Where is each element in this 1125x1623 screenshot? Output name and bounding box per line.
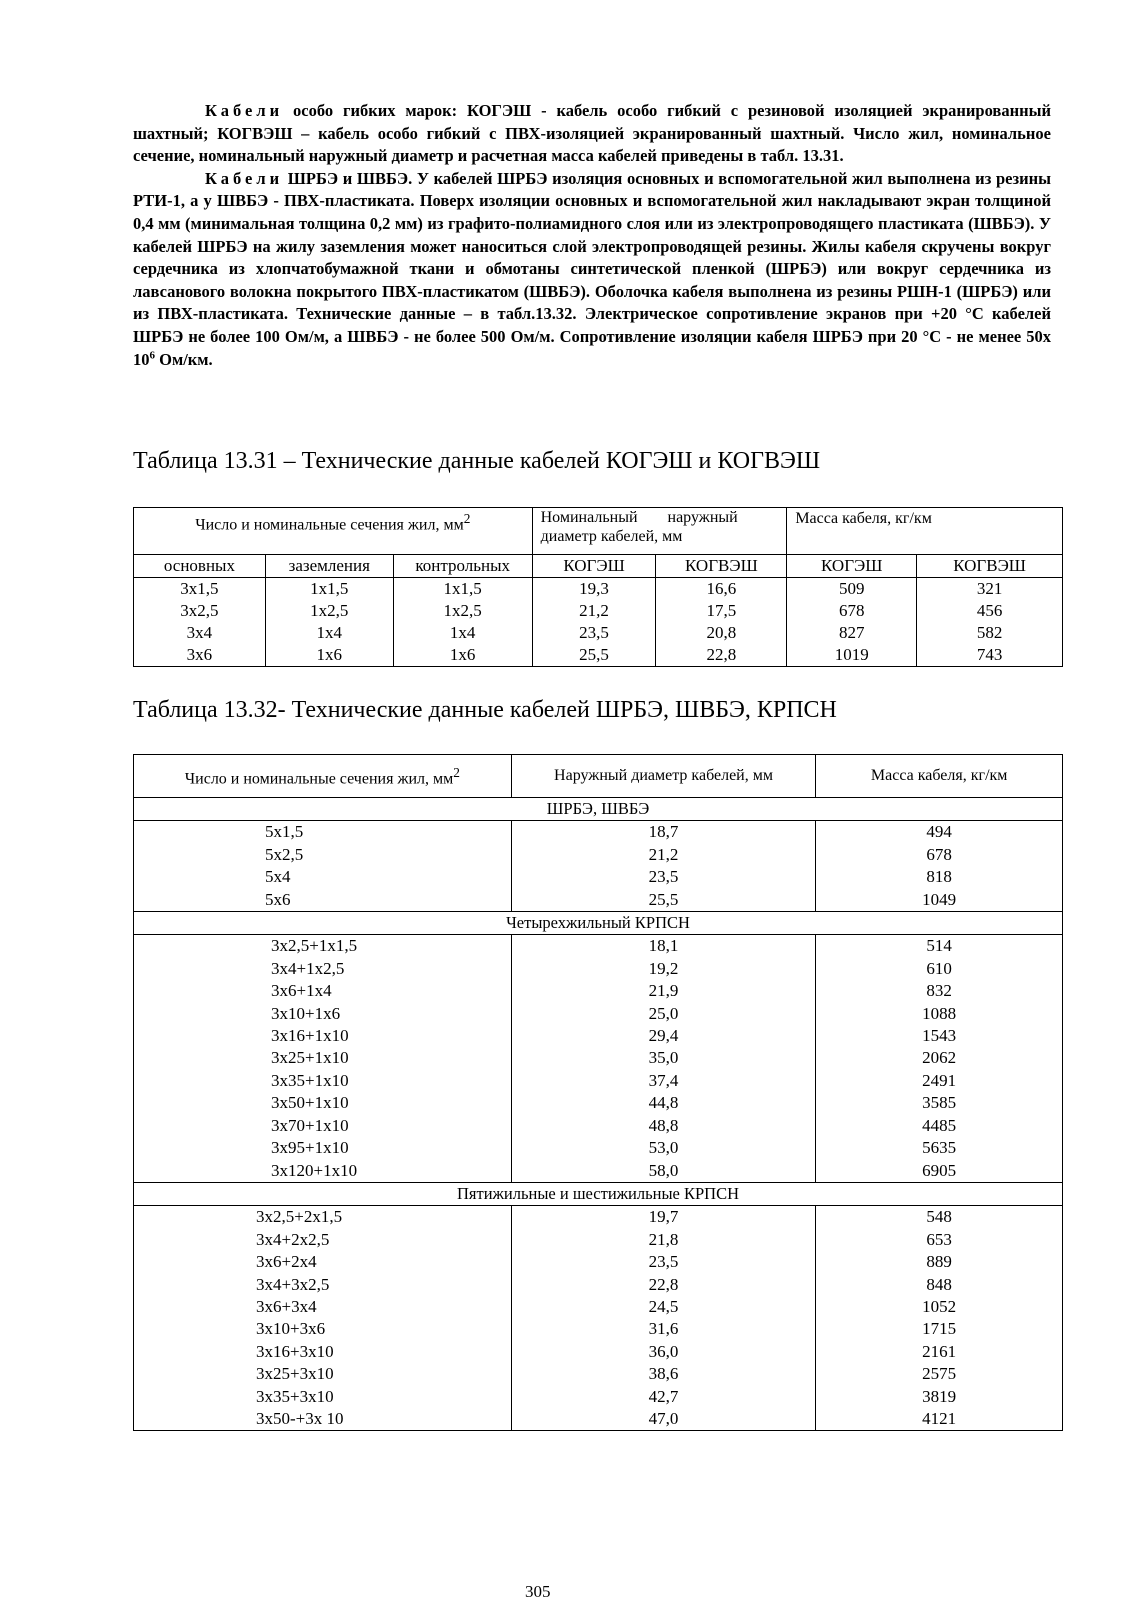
table-row — [134, 935, 1063, 958]
diameter-cell: 18,7 — [511, 821, 816, 844]
mass-cell: 4121 — [816, 1408, 1063, 1431]
diameter-cell: 19,2 — [511, 958, 816, 980]
cores-cell: 3х35+3х10 — [134, 1386, 512, 1408]
cell: 1х2,5 — [265, 600, 393, 622]
table-13-32 — [133, 754, 1063, 1431]
subheader-mass-kogvesh: КОГВЭШ — [917, 555, 1063, 578]
diameter-cell: 53,0 — [511, 1137, 816, 1159]
cores-cell: 3х50+1х10 — [134, 1092, 512, 1114]
table-row — [134, 1070, 1063, 1092]
diameter-cell: 29,4 — [511, 1025, 816, 1047]
mass-cell: 2491 — [816, 1070, 1063, 1092]
table-body — [134, 798, 1063, 1431]
cores-cell: 3х50-+3х 10 — [134, 1408, 512, 1431]
header-cores: Число и номинальные сечения жил, $мм^2$ — [134, 508, 533, 555]
subheader-control: контрольных — [393, 555, 532, 578]
mass-cell: 548 — [816, 1206, 1063, 1229]
page-number: 305 — [525, 1582, 551, 1601]
cores-cell: 3х16+3х10 — [134, 1341, 512, 1363]
table-row — [134, 578, 1063, 601]
cell: 1х1,5 — [393, 578, 532, 601]
cell: 743 — [917, 644, 1063, 667]
cell: 3х1,5 — [134, 578, 266, 601]
body-text — [133, 100, 1051, 371]
mass-cell: 678 — [816, 844, 1063, 866]
table-row — [134, 1115, 1063, 1137]
paragraph-tail: Ом/км. — [155, 349, 213, 369]
diameter-cell: 21,2 — [511, 844, 816, 866]
mass-cell: 5635 — [816, 1137, 1063, 1159]
cores-cell: 3х2,5+1х1,5 — [134, 935, 512, 958]
paragraph-kogesh — [133, 100, 1051, 168]
cores-cell: 5х4 — [134, 866, 512, 888]
cores-cell: 5х2,5 — [134, 844, 512, 866]
group-header-row — [134, 1182, 1063, 1205]
table-row — [134, 821, 1063, 844]
mass-cell: 6905 — [816, 1160, 1063, 1183]
table-row — [134, 622, 1063, 644]
table-row — [134, 1229, 1063, 1251]
cores-cell: 3х4+2х2,5 — [134, 1229, 512, 1251]
cell: 582 — [917, 622, 1063, 644]
diameter-cell: 47,0 — [511, 1408, 816, 1431]
cores-cell: 3х6+2х4 — [134, 1251, 512, 1273]
diameter-cell: 22,8 — [511, 1274, 816, 1296]
table-row — [134, 844, 1063, 866]
cell: 17,5 — [656, 600, 787, 622]
diameter-cell: 58,0 — [511, 1160, 816, 1183]
paragraph-text: особо гибких марок: КОГЭШ - кабель особо гибкий с резиновой изоляцией экранированный шахтный; КОГВЭШ – кабель особо гибкий с ПВХ-изоляцией экранированный шахтный. Число жил, номинальное сечение, номинальный наружный диаметр и расчетная масса кабелей приведены в табл. 13.31. — [133, 101, 1051, 166]
diameter-cell: 23,5 — [511, 1251, 816, 1273]
cell: 321 — [917, 578, 1063, 601]
table-row — [134, 958, 1063, 980]
diameter-cell: 24,5 — [511, 1296, 816, 1318]
group-title: Четырехжильный КРПСН — [134, 912, 1063, 935]
diameter-cell: 36,0 — [511, 1341, 816, 1363]
mass-cell: 1049 — [816, 889, 1063, 912]
table-row — [134, 1047, 1063, 1069]
table-row — [134, 1206, 1063, 1229]
header-diameter: Номинальный наружный диаметр кабелей, мм — [532, 508, 787, 555]
mass-cell: 2161 — [816, 1341, 1063, 1363]
cores-cell: 3х10+3х6 — [134, 1318, 512, 1340]
cell: 1х4 — [393, 622, 532, 644]
mass-cell: 1052 — [816, 1296, 1063, 1318]
cell: 19,3 — [532, 578, 656, 601]
cores-cell: 3х4+1х2,5 — [134, 958, 512, 980]
cell: 1х2,5 — [393, 600, 532, 622]
cell: 509 — [787, 578, 917, 601]
diameter-cell: 31,6 — [511, 1318, 816, 1340]
table-row — [134, 1251, 1063, 1273]
mass-cell: 848 — [816, 1274, 1063, 1296]
table-row — [134, 1408, 1063, 1431]
diameter-cell: 19,7 — [511, 1206, 816, 1229]
table-row — [134, 1341, 1063, 1363]
mass-cell: 653 — [816, 1229, 1063, 1251]
mass-cell: 3585 — [816, 1092, 1063, 1114]
cores-cell: 3х25+1х10 — [134, 1047, 512, 1069]
header-mass: Масса кабеля, кг/км — [787, 508, 1063, 555]
table-row — [134, 1092, 1063, 1114]
table-row — [134, 1003, 1063, 1025]
header-diameter: Наружный диаметр кабелей, мм — [511, 755, 816, 798]
cores-cell: 3х10+1х6 — [134, 1003, 512, 1025]
cell: 1х6 — [265, 644, 393, 667]
table-row — [134, 889, 1063, 912]
cores-cell: 3х4+3х2,5 — [134, 1274, 512, 1296]
cell: 21,2 — [532, 600, 656, 622]
cell: 23,5 — [532, 622, 656, 644]
cell: 16,6 — [656, 578, 787, 601]
paragraph-lead: Кабели — [205, 168, 284, 188]
cell: 1х4 — [265, 622, 393, 644]
cores-cell: 3х70+1х10 — [134, 1115, 512, 1137]
cell: 1019 — [787, 644, 917, 667]
group-header-row — [134, 798, 1063, 821]
subheader-mass-kogesh: КОГЭШ — [787, 555, 917, 578]
paragraph-text: ШРБЭ и ШВБЭ. У кабелей ШРБЭ изоляция основных и вспомогательной жил выполнена из резины РТИ-1, а у ШВБЭ - ПВХ-пластиката. Поверх изоляции основных и вспомогательной жил накладывают экран толщиной 0,4 мм (минимальная толщина 0,2 мм) из графито-полиамидного слоя или из электропроводящего пластиката (ШВБЭ). У кабелей ШРБЭ на жилу заземления может наноситься слой электропроводящей резины. Жилы кабеля скручены вокруг сердечника из хлопчатобумажной ткани и обмотаны синтетической пленкой (ШРБЭ) или вокруг сердечника из лавсанового волокна покрытого ПВХ-пластикатом (ШВБЭ). Оболочка кабеля выполнена из резины РШН-1 (ШРБЭ) или из ПВХ-пластиката. Технические данные – в табл.13.32. Электрическое сопротивление экранов при +20 °С кабелей ШРБЭ не более 100 Ом/м, а ШВБЭ - не более 500 Ом/м. Сопротивление изоляции кабеля ШРБЭ при 20 °С - не менее 50х 10 — [133, 168, 1051, 369]
cell: 1х6 — [393, 644, 532, 667]
table-row — [134, 1025, 1063, 1047]
cell: 3х4 — [134, 622, 266, 644]
table-row — [134, 866, 1063, 888]
table-row — [134, 600, 1063, 622]
cores-cell: 3х25+3х10 — [134, 1363, 512, 1385]
cell: 1х1,5 — [265, 578, 393, 601]
subheader-diam-kogesh: КОГЭШ — [532, 555, 656, 578]
table-row — [134, 980, 1063, 1002]
mass-cell: 1715 — [816, 1318, 1063, 1340]
diameter-cell: 18,1 — [511, 935, 816, 958]
diameter-cell: 35,0 — [511, 1047, 816, 1069]
cores-cell: 3х16+1х10 — [134, 1025, 512, 1047]
mass-cell: 4485 — [816, 1115, 1063, 1137]
mass-cell: 1543 — [816, 1025, 1063, 1047]
paragraph-lead: Кабели — [205, 101, 284, 120]
diameter-cell: 25,0 — [511, 1003, 816, 1025]
table-row — [134, 1318, 1063, 1340]
table-row — [134, 1274, 1063, 1296]
table-row — [134, 1296, 1063, 1318]
paragraph-shrbe — [133, 168, 1051, 371]
header-cores: Число и номинальные сечения жил, $мм^2$ — [134, 755, 512, 798]
diameter-cell: 38,6 — [511, 1363, 816, 1385]
mass-cell: 3819 — [816, 1386, 1063, 1408]
subheader-main: основных — [134, 555, 266, 578]
table-row — [134, 1363, 1063, 1385]
cell: 20,8 — [656, 622, 787, 644]
mass-cell: 2062 — [816, 1047, 1063, 1069]
cores-cell: 3х95+1х10 — [134, 1137, 512, 1159]
cores-cell: 3х6+3х4 — [134, 1296, 512, 1318]
cores-cell: 3х6+1х4 — [134, 980, 512, 1002]
diameter-cell: 21,8 — [511, 1229, 816, 1251]
cores-cell: 5х6 — [134, 889, 512, 912]
cell: 456 — [917, 600, 1063, 622]
mass-cell: 494 — [816, 821, 1063, 844]
table-13-31 — [133, 507, 1063, 667]
group-title: ШРБЭ, ШВБЭ — [134, 798, 1063, 821]
mass-cell: 2575 — [816, 1363, 1063, 1385]
table-row — [134, 1386, 1063, 1408]
subheader-ground: заземления — [265, 555, 393, 578]
cores-cell: 3х120+1х10 — [134, 1160, 512, 1183]
group-title: Пятижильные и шестижильные КРПСН — [134, 1182, 1063, 1205]
diameter-cell: 21,9 — [511, 980, 816, 1002]
table-row — [134, 1160, 1063, 1183]
cell: 3х2,5 — [134, 600, 266, 622]
cores-cell: 3х2,5+2х1,5 — [134, 1206, 512, 1229]
mass-cell: 832 — [816, 980, 1063, 1002]
mass-cell: 818 — [816, 866, 1063, 888]
superscript: 6 — [149, 349, 155, 362]
cell: 827 — [787, 622, 917, 644]
table-13-31-caption: Таблица 13.31 – Технические данные кабелей КОГЭШ и КОГВЭШ — [133, 448, 821, 474]
group-header-row — [134, 912, 1063, 935]
cores-cell: 3х35+1х10 — [134, 1070, 512, 1092]
subheader-diam-kogvesh: КОГВЭШ — [656, 555, 787, 578]
mass-cell: 610 — [816, 958, 1063, 980]
table-row — [134, 644, 1063, 667]
diameter-cell: 23,5 — [511, 866, 816, 888]
header-mass: Масса кабеля, кг/км — [816, 755, 1063, 798]
mass-cell: 514 — [816, 935, 1063, 958]
cell: 25,5 — [532, 644, 656, 667]
diameter-cell: 48,8 — [511, 1115, 816, 1137]
cell: 3х6 — [134, 644, 266, 667]
mass-cell: 1088 — [816, 1003, 1063, 1025]
diameter-cell: 44,8 — [511, 1092, 816, 1114]
mass-cell: 889 — [816, 1251, 1063, 1273]
diameter-cell: 42,7 — [511, 1386, 816, 1408]
cores-cell: 5х1,5 — [134, 821, 512, 844]
table-row — [134, 1137, 1063, 1159]
diameter-cell: 37,4 — [511, 1070, 816, 1092]
table-13-32-caption: Таблица 13.32- Технические данные кабелей ШРБЭ, ШВБЭ, КРПСН — [133, 697, 837, 723]
cell: 22,8 — [656, 644, 787, 667]
cell: 678 — [787, 600, 917, 622]
diameter-cell: 25,5 — [511, 889, 816, 912]
